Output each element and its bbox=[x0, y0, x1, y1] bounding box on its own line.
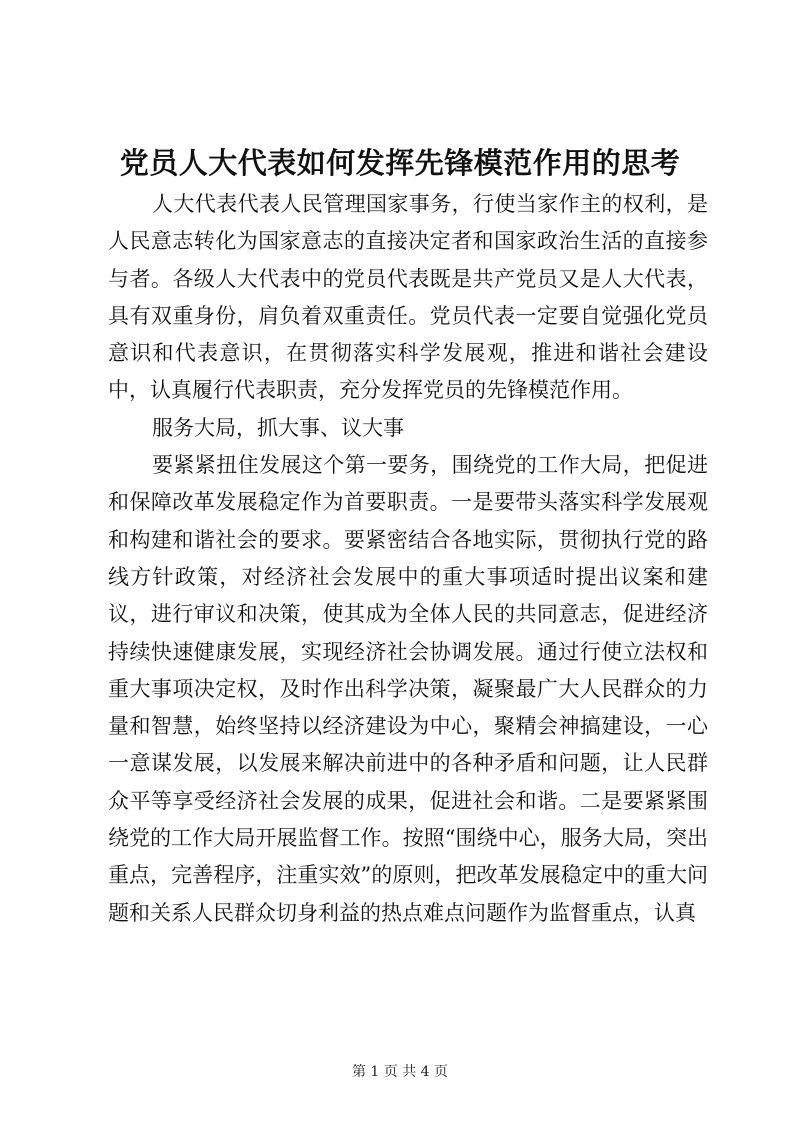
document-body bbox=[108, 186, 708, 932]
document-title: 党员人大代表如何发挥先锋模范作用的思考 bbox=[119, 146, 681, 180]
paragraph-intro: 人大代表代表人民管理国家事务，行使当家作主的权利，是人民意志转化为国家意志的直接决定者和国家政治生活的直接参与者。各级人大代表中的党员代表既是共产党员又是人大代表，具有双重身份，肩负着双重责任。党员代表一定要自觉强化党员意识和代表意识，在贯彻落实科学发展观，推进和谐社会建设中，认真履行代表职责，充分发挥党员的先锋模范作用。 bbox=[108, 192, 708, 403]
page-footer: 第 1 页 共 4 页 bbox=[351, 1064, 449, 1080]
paragraph-main: 要紧紧扭住发展这个第一要务，围绕党的工作大局，把促进和保障改革发展稳定作为首要职责。一是要带头落实科学发展观和构建和谐社会的要求。要紧密结合各地实际，贯彻执行党的路线方针政策，对经济社会发展中的重大事项适时提出议案和建议，进行审议和决策，使其成为全体人民的共同意志，促进经济持续快速健康发展，实现经济社会协调发展。通过行使立法权和重大事项决定权，及时作出科学决策，凝聚最广大人民群众的力量和智慧，始终坚持以经济建设为中心，聚精会神搞建设，一心一意谋发展，以发展来解决前进中的各种矛盾和问题，让人民群众平等享受经济社会发展的成果，促进社会和谐。二是要紧紧围绕党的工作大局开展监督工作。按照“围绕中心，服务大局，突出重点，完善程序，注重实效”的原则，把改革发展稳定中的重大问题和关系人民群众切身利益的热点难点问题作为监督重点，认真 bbox=[108, 453, 708, 925]
section-heading: 服务大局，抓大事、议大事 bbox=[152, 415, 404, 440]
